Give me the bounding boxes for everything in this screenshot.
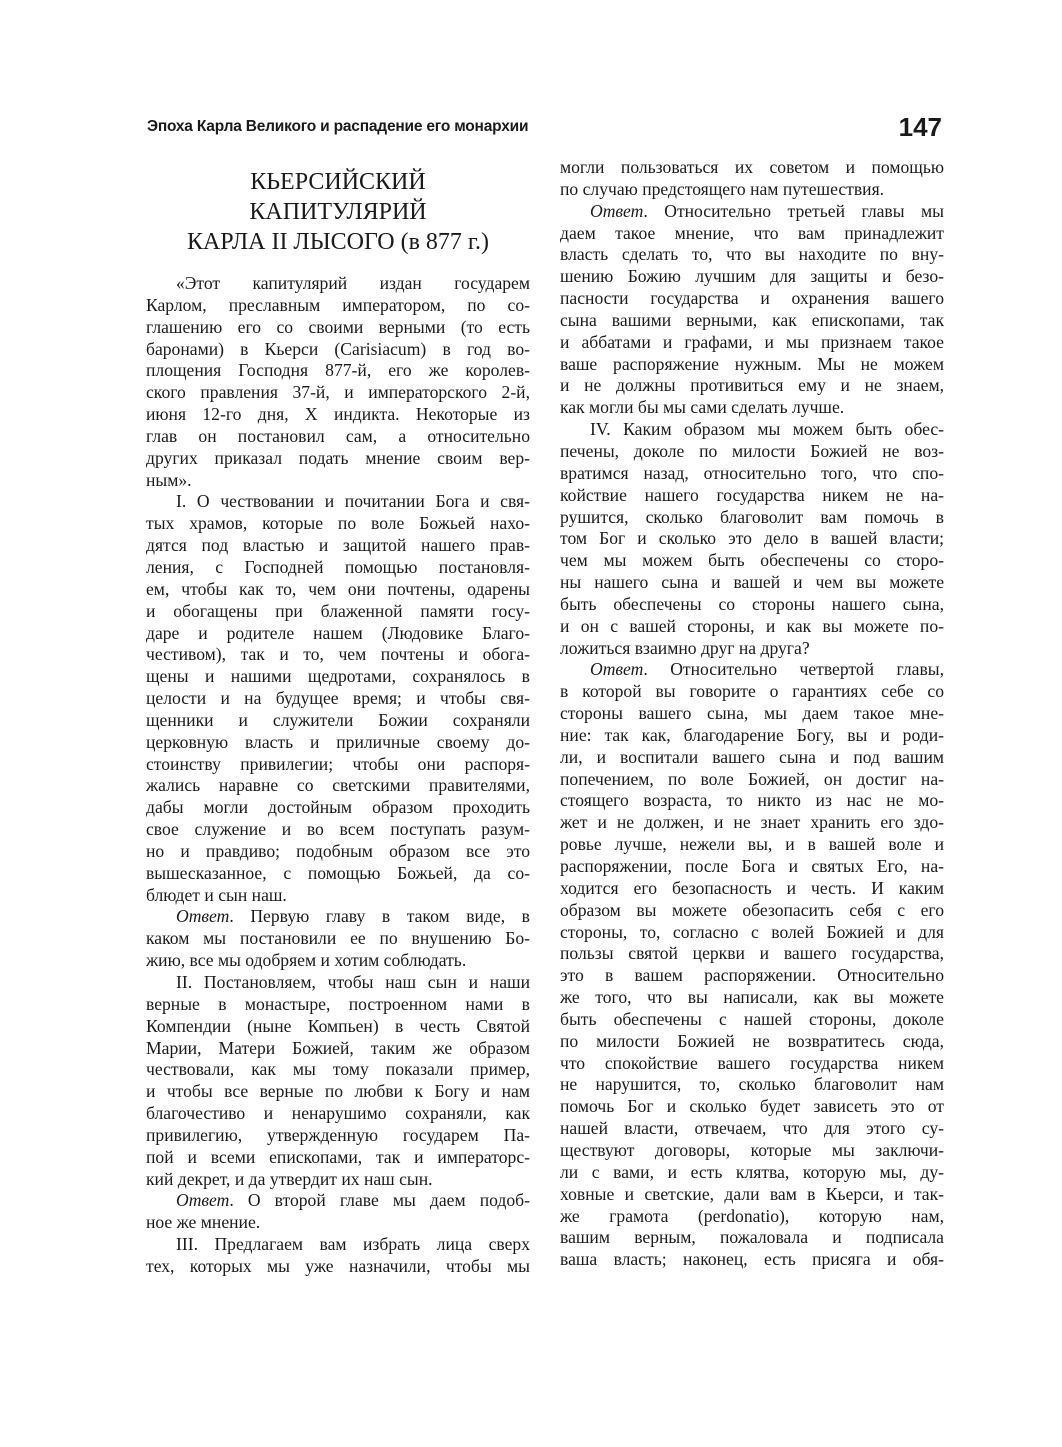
line-text: но и правдиво; подобным образом все это <box>146 840 530 861</box>
text-line <box>560 354 944 376</box>
text-line <box>146 513 530 535</box>
text-line <box>146 295 530 317</box>
line-text: Марии, Матери Божией, таким же образом <box>146 1037 530 1058</box>
line-text: баронами) в Кьерси (Carisiacum) в год во- <box>146 338 530 359</box>
text-line <box>560 681 944 703</box>
line-text: пользы святой церкви и вашего государства, <box>560 943 944 964</box>
title-line: КАРЛА II ЛЫСОГО (в 877 г.) <box>186 229 490 255</box>
text-line <box>146 404 530 426</box>
text-line <box>146 906 530 928</box>
text-line <box>146 819 530 841</box>
line-text: и он с вашей стороны, и как вы можете по- <box>560 615 944 636</box>
text-line <box>146 448 530 470</box>
text-line <box>146 950 530 972</box>
text-line <box>146 797 530 819</box>
text-line <box>146 491 530 513</box>
line-text: койствие нашего государства никем не на- <box>560 484 944 505</box>
line-text: образом вы можете обезопасить себя с его <box>560 899 944 920</box>
text-line <box>146 273 530 295</box>
line-text: дятся под властью и защитой нашего прав- <box>146 535 530 556</box>
text-line <box>146 623 530 645</box>
text-line <box>560 288 944 310</box>
text-line <box>560 1031 944 1053</box>
line-text: ли, и воспитали вашего сына и под вашим <box>560 746 944 767</box>
line-text: как могли бы мы сами сделать лучше. <box>560 397 845 418</box>
running-title: Эпоха Карла Великого и распадение его монархии <box>147 118 529 135</box>
line-text: нашей власти, отвечаем, что для этого су- <box>560 1118 944 1139</box>
text-line <box>560 1096 944 1118</box>
line-text: ходится его безопасность и честь. И каким <box>560 877 944 898</box>
answer-label: Ответ <box>176 1190 230 1211</box>
text-line <box>560 834 944 856</box>
text-line <box>560 812 944 834</box>
line-text: и обогащены при блаженной памяти госу- <box>146 600 530 621</box>
line-text: целости и на будущее время; и чтобы свя- <box>146 688 530 709</box>
line-text: ществуют договоры, которые мы заключи- <box>560 1139 944 1160</box>
text-line <box>560 1162 944 1184</box>
title-line: КЬЕРСИЙСКИЙ <box>250 169 426 195</box>
answer-label: Ответ <box>590 659 644 680</box>
right-column-text <box>560 157 944 1271</box>
line-text: IV. Каким образом мы можем быть обес- <box>590 419 944 440</box>
text-line <box>560 1074 944 1096</box>
text-line <box>146 1081 530 1103</box>
line-text: ем, чтобы как то, чем они почтены, одарены <box>146 578 530 599</box>
text-line <box>560 659 944 681</box>
line-text: ваша власть; наконец, есть присяга и обя- <box>560 1249 944 1270</box>
line-text: тых храмов, которые по воле Божьей нахо- <box>146 513 530 534</box>
article-title <box>146 167 530 257</box>
line-text: I. О чествовании и почитании Бога и свя- <box>176 491 530 512</box>
text-line <box>146 360 530 382</box>
line-text: помочь Бог и сколько будет зависеть это от <box>560 1096 944 1117</box>
title-line: КАПИТУЛЯРИЙ <box>249 199 427 225</box>
text-line <box>560 157 944 179</box>
line-text: каком мы постановили ее по внушению Бо- <box>146 928 530 949</box>
text-line <box>146 666 530 688</box>
line-text: верные в монастыре, построенном нами в <box>146 993 530 1014</box>
text-line <box>146 1016 530 1038</box>
text-line <box>146 1038 530 1060</box>
text-line <box>146 1190 530 1212</box>
text-line <box>560 747 944 769</box>
line-text: стороны вашего сына, мы даем такое мне- <box>560 703 944 724</box>
line-text: шению Божию лучшим для защиты и безо- <box>560 266 944 287</box>
text-line <box>560 1227 944 1249</box>
text-line <box>560 856 944 878</box>
line-text: щены и нашими щедротами, сохранялось в <box>146 666 530 687</box>
text-line <box>146 1103 530 1125</box>
line-text: церковную власть и приличные своему до- <box>146 731 530 752</box>
line-text: что спокойствие вашего государства никем <box>560 1052 944 1073</box>
line-text: жет и не должен, и не знает хранить его здо- <box>560 812 944 833</box>
text-line <box>560 1118 944 1140</box>
text-line <box>560 332 944 354</box>
answer-label: Ответ <box>590 200 644 221</box>
text-line <box>560 1009 944 1031</box>
line-text: по милости Божией не возвратитесь сюда, <box>560 1030 944 1051</box>
line-text: даем такое мнение, что вам принадлежит <box>560 222 944 243</box>
text-line <box>146 557 530 579</box>
line-text: ровье лучше, нежели вы, и в вашей воле и <box>560 834 944 855</box>
text-line <box>560 616 944 638</box>
line-text: III. Предлагаем вам избрать лица сверх <box>176 1234 530 1255</box>
line-text: . О второй главе мы даем подоб- <box>229 1190 530 1211</box>
text-line <box>146 426 530 448</box>
line-text: ны нашего сына и вашей и чем вы можете <box>560 572 944 593</box>
line-text: и аббатами и графами, и мы признаем такое <box>560 331 944 352</box>
line-text: жались наравне со светскими правителями, <box>146 775 530 796</box>
text-line <box>146 579 530 601</box>
text-line <box>560 397 944 419</box>
left-column-text <box>146 273 530 1278</box>
text-line <box>560 375 944 397</box>
line-text: кий декрет, и да утвердит их наш сын. <box>146 1168 433 1189</box>
text-line <box>560 485 944 507</box>
line-text: в которой вы говорите о гарантиях себе со <box>560 681 944 702</box>
line-text: свое служение и во всем поступать разум- <box>146 819 530 840</box>
text-line <box>560 987 944 1009</box>
text-line <box>146 885 530 907</box>
line-text: сына вашими верными, как епископами, так <box>560 309 944 330</box>
line-text: же грамота (perdonatio), которую нам, <box>560 1205 944 1226</box>
line-text: это в вашем распоряжении. Относительно <box>560 965 944 986</box>
text-line <box>146 775 530 797</box>
line-text: чем мы можем быть обеспечены со сторо- <box>560 550 944 571</box>
text-line <box>560 943 944 965</box>
line-text: ли с вами, и есть клятва, которую мы, ду- <box>560 1161 944 1182</box>
text-line <box>146 1169 530 1191</box>
text-line <box>560 965 944 987</box>
text-line <box>560 507 944 529</box>
line-text: блюдет и сын наш. <box>146 884 287 905</box>
line-text: распоряжении, после Бога и святых Его, на- <box>560 856 944 876</box>
text-line <box>146 994 530 1016</box>
text-line <box>146 688 530 710</box>
text-line <box>146 710 530 732</box>
text-line <box>560 790 944 812</box>
text-line <box>146 972 530 994</box>
line-text: ховные и светские, дали вам в Кьерси, и так- <box>560 1183 944 1204</box>
text-line <box>560 244 944 266</box>
text-line <box>560 572 944 594</box>
line-text: вратимся назад, относительно того, что спо- <box>560 462 944 483</box>
line-text: печены, доколе по милости Божией не воз- <box>560 440 944 461</box>
line-text: ние: так как, благодарение Богу, вы и роди- <box>560 724 944 745</box>
line-text: «Этот капитулярий издан государем <box>176 273 530 293</box>
text-line <box>146 1059 530 1081</box>
text-line <box>146 1125 530 1147</box>
line-text: рушится, сколько благоволит вам помочь в <box>560 506 944 527</box>
text-line <box>560 179 944 201</box>
answer-label: Ответ <box>176 906 230 927</box>
line-text: и не должны противиться ему и не знаем, <box>560 375 944 396</box>
line-text: попечением, по воле Божией, он достиг на- <box>560 768 944 789</box>
text-line <box>146 1256 530 1278</box>
text-line <box>146 1147 530 1169</box>
text-line <box>146 535 530 557</box>
text-line <box>560 223 944 245</box>
line-text: стоящего возраста, то никто из нас не мо- <box>560 790 944 811</box>
line-text: тех, которых мы уже назначили, чтобы мы <box>146 1255 530 1276</box>
text-line <box>560 769 944 791</box>
line-text: Карлом, преславным императором, по со- <box>146 294 530 315</box>
line-text: пасности государства и охранения вашего <box>560 288 944 309</box>
line-text: ского правления 37-й, и императорского 2-й, <box>146 382 530 403</box>
line-text: честивом), так и то, чем почтены и обога- <box>146 644 530 665</box>
text-line <box>560 922 944 944</box>
text-line <box>560 638 944 660</box>
text-line <box>146 1212 530 1234</box>
line-text: вышесказанное, с помощью Божьей, да со- <box>146 862 530 883</box>
text-line <box>560 310 944 332</box>
line-text: благочестиво и ненарушимо сохраняли, как <box>146 1103 530 1124</box>
text-line <box>146 863 530 885</box>
line-text: других приказал подать мнение своим вер- <box>146 447 530 468</box>
text-line <box>146 644 530 666</box>
right-column <box>560 157 944 1271</box>
line-text: ложиться взаимно друг на друга? <box>560 637 810 658</box>
text-line <box>146 732 530 754</box>
line-text: по случаю предстоящего нам путешествия. <box>560 178 885 199</box>
left-column <box>146 161 530 1278</box>
line-text: быть обеспечены со стороны нашего сына, <box>560 593 944 614</box>
text-line <box>560 1249 944 1271</box>
text-line <box>560 594 944 616</box>
text-line <box>146 382 530 404</box>
line-text: ным». <box>146 469 192 490</box>
line-text: . Относительно четвертой главы, <box>643 659 944 680</box>
text-line <box>560 1053 944 1075</box>
line-text: глашению его со своими верными (то есть <box>146 316 530 337</box>
text-line <box>560 266 944 288</box>
text-line <box>146 339 530 361</box>
text-line <box>560 550 944 572</box>
line-text: чествовали, как мы тому показали пример, <box>146 1059 530 1080</box>
line-text: ное же мнение. <box>146 1212 261 1233</box>
text-line <box>146 1234 530 1256</box>
line-text: глав он постановил сам, а относительно <box>146 425 530 446</box>
text-line <box>146 317 530 339</box>
text-line <box>146 470 530 492</box>
text-line <box>146 601 530 623</box>
line-text: власть сделать то, что вы находите по вну- <box>560 244 944 265</box>
line-text: пой и всеми епископами, так и императорс- <box>146 1146 530 1167</box>
text-line <box>146 754 530 776</box>
text-line <box>560 1206 944 1228</box>
text-line <box>560 1184 944 1206</box>
line-text: II. Постановляем, чтобы наш сын и наши <box>176 972 530 992</box>
text-line <box>560 201 944 223</box>
text-line <box>146 928 530 950</box>
text-line <box>560 441 944 463</box>
line-text: могли пользоваться их советом и помощью <box>560 157 944 177</box>
line-text: и чтобы все верные по любви к Богу и нам <box>146 1081 530 1102</box>
text-line <box>560 528 944 550</box>
text-line <box>560 1140 944 1162</box>
line-text: том Бог и сколько это дело в вашей власти; <box>560 528 944 549</box>
line-text: не нарушится, то, сколько благоволит нам <box>560 1074 944 1095</box>
text-line <box>560 463 944 485</box>
line-text: вашим верным, пожаловала и подписала <box>560 1227 944 1248</box>
line-text: дабы могли достойным образом проходить <box>146 797 530 818</box>
line-text: быть обеспечены с нашей стороны, доколе <box>560 1008 944 1029</box>
line-text: . Первую главу в таком виде, в <box>229 906 530 927</box>
line-text: площения Господня 877-й, его же королев- <box>146 360 530 381</box>
line-text: жию, все мы одобряем и хотим соблюдать. <box>146 950 467 971</box>
line-text: даре и родителе нашем (Людовике Благо- <box>146 622 530 643</box>
line-text: ваше распоряжение нужным. Мы не можем <box>560 353 944 374</box>
line-text: же того, что вы написали, как вы можете <box>560 987 944 1008</box>
line-text: стороны, то, согласно с волей Божией и для <box>560 921 944 942</box>
line-text: привилегию, утвержденную государем Па- <box>146 1124 530 1145</box>
line-text: Компендии (ныне Компьен) в честь Святой <box>146 1015 530 1036</box>
line-text: ления, с Господней помощью постановля- <box>146 556 530 577</box>
page-number: 147 <box>898 112 942 142</box>
text-line <box>146 841 530 863</box>
text-line <box>560 900 944 922</box>
line-text: стоинству привилегии; чтобы они распоря- <box>146 753 530 774</box>
text-line <box>560 878 944 900</box>
text-line <box>560 703 944 725</box>
text-line <box>560 725 944 747</box>
line-text: июня 12-го дня, X индикта. Некоторые из <box>146 404 530 425</box>
text-line <box>560 419 944 441</box>
line-text: . Относительно третьей главы мы <box>643 200 944 221</box>
line-text: щенники и служители Божии сохраняли <box>146 709 530 730</box>
